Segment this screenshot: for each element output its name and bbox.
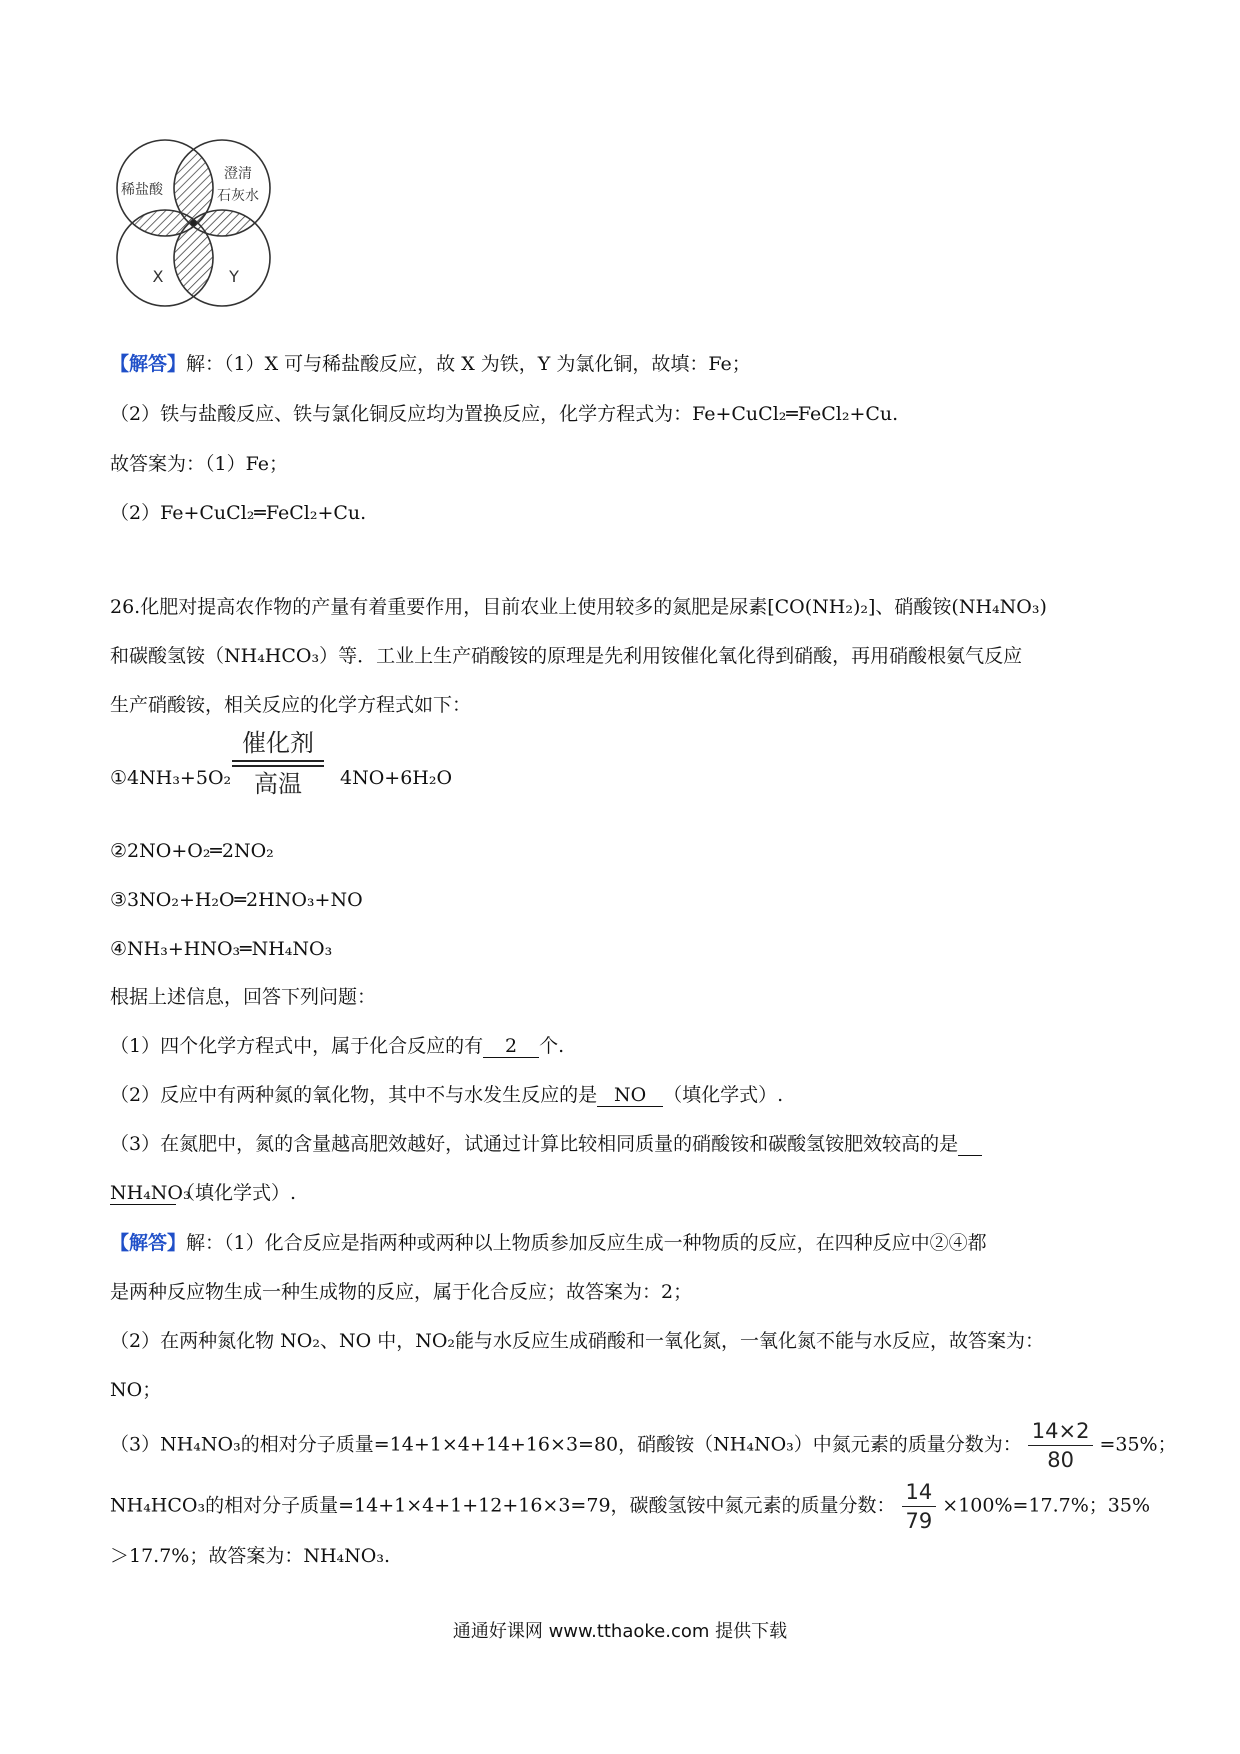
answer-heading: 【解答】 [110, 1232, 187, 1254]
question-26-line-3: 生产硝酸铵，相关反应的化学方程式如下： [110, 694, 472, 716]
answer-26-line-1: 【解答】解：（1）化合反应是指两种或两种以上物质参加反应生成一种物质的反应，在四种反应中②④都 [110, 1232, 987, 1254]
four-circle-diagram [110, 130, 290, 320]
answer-blank-3-start [958, 1133, 982, 1156]
fraction-14x2-over-80: $\frac{14\times 2}{80}$ [1028, 1419, 1094, 1472]
sub-question-3-cont: NH₄NO₃（填化学式）. [110, 1182, 297, 1204]
footer-url[interactable]: www.tthaoke.com [548, 1621, 710, 1642]
label-x: X [152, 267, 164, 286]
equals-rule-bottom [232, 765, 324, 767]
equation-4: ④NH₃+HNO₃═NH₄NO₃ [110, 938, 333, 960]
answer-25-line-1: 【解答】解：（1）X 可与稀盐酸反应，故 X 为铁，Y 为氯化铜，故填：Fe； [110, 353, 751, 375]
answer-26-line-6: NH₄HCO₃的相对分子质量=14+1×4+1+12+16×3=79，碳酸氢铵中氮元素的质量分数： $\frac{14}{79}$ ×100%=17.7%；35% [110, 1480, 1151, 1533]
label-clear: 澄清 [224, 166, 252, 182]
equation-1-left: ①4NH₃+5O₂ [110, 767, 232, 789]
label-limewater: 石灰水 [217, 188, 259, 204]
answer-blank-3: NH₄NO₃ [110, 1182, 191, 1204]
answer-25-line-2: （2）铁与盐酸反应、铁与氯化铜反应均为置换反应，化学方程式为：Fe+CuCl₂═FeCl₂+Cu. [110, 403, 899, 425]
equation-2: ②2NO+O₂═2NO₂ [110, 840, 274, 862]
footer-site-name: 通通好课网 [452, 1621, 543, 1642]
catalyst-label: 催化剂 [242, 729, 314, 757]
answer-26-line-4: NO； [110, 1379, 162, 1401]
answer-26-line-7: ＞17.7%；故答案为：NH₄NO₃. [110, 1545, 391, 1567]
answer-blank-1: 2 [483, 1035, 539, 1058]
label-dilute-hcl: 稀盐酸 [121, 182, 163, 198]
fraction-14-over-79: $\frac{14}{79}$ [902, 1480, 937, 1533]
answer-26-line-2: 是两种反应物生成一种生成物的反应，属于化合反应；故答案为：2； [110, 1281, 693, 1303]
equals-rule-top [232, 760, 324, 762]
high-temp-label: 高温 [254, 770, 302, 798]
sub-question-2: （2）反应中有两种氮的氧化物，其中不与水发生反应的是 NO （填化学式）. [110, 1084, 784, 1106]
footer [0, 1617, 1240, 1643]
equation-1-right: 4NO+6H₂O [340, 767, 453, 789]
label-y: Y [229, 267, 239, 286]
equation-3: ③3NO₂+H₂O═2HNO₃+NO [110, 889, 363, 911]
reaction-condition [232, 728, 324, 799]
answer-26-line-3: （2）在两种氮化物 NO₂、NO 中，NO₂能与水反应生成硝酸和一氧化氮，一氧化氮不能与水反应，故答案为： [110, 1330, 1045, 1352]
answer-heading: 【解答】 [110, 353, 187, 375]
answer-25-line-4: （2）Fe+CuCl₂═FeCl₂+Cu. [110, 502, 367, 524]
sub-question-3: （3）在氮肥中，氮的含量越高肥效越好，试通过计算比较相同质量的硝酸铵和碳酸氢铵肥效较高的是 [110, 1131, 982, 1157]
center-dot [191, 220, 197, 226]
question-prompt: 根据上述信息，回答下列问题： [110, 986, 377, 1008]
answer-25-line-3: 故答案为：（1）Fe； [110, 453, 288, 475]
question-26-line-1: 26.化肥对提高农作物的产量有着重要作用，目前农业上使用较多的氮肥是尿素[CO(NH₂)₂]、硝酸铵(NH₄NO₃) [110, 596, 1047, 618]
answer-blank-2: NO [597, 1084, 663, 1107]
footer-download-text: 提供下载 [715, 1621, 788, 1642]
sub-question-1: （1）四个化学方程式中，属于化合反应的有 2 个. [110, 1035, 565, 1057]
answer-26-line-5: （3）NH₄NO₃的相对分子质量=14+1×4+14+16×3=80，硝酸铵（NH₄NO₃）中氮元素的质量分数为： $\frac{14\times 2}{80}$ =35%； [110, 1419, 1177, 1472]
question-26-line-2: 和碳酸氢铵（NH₄HCO₃）等．工业上生产硝酸铵的原理是先利用铵催化氧化得到硝酸，再用硝酸根氨气反应 [110, 645, 1023, 667]
